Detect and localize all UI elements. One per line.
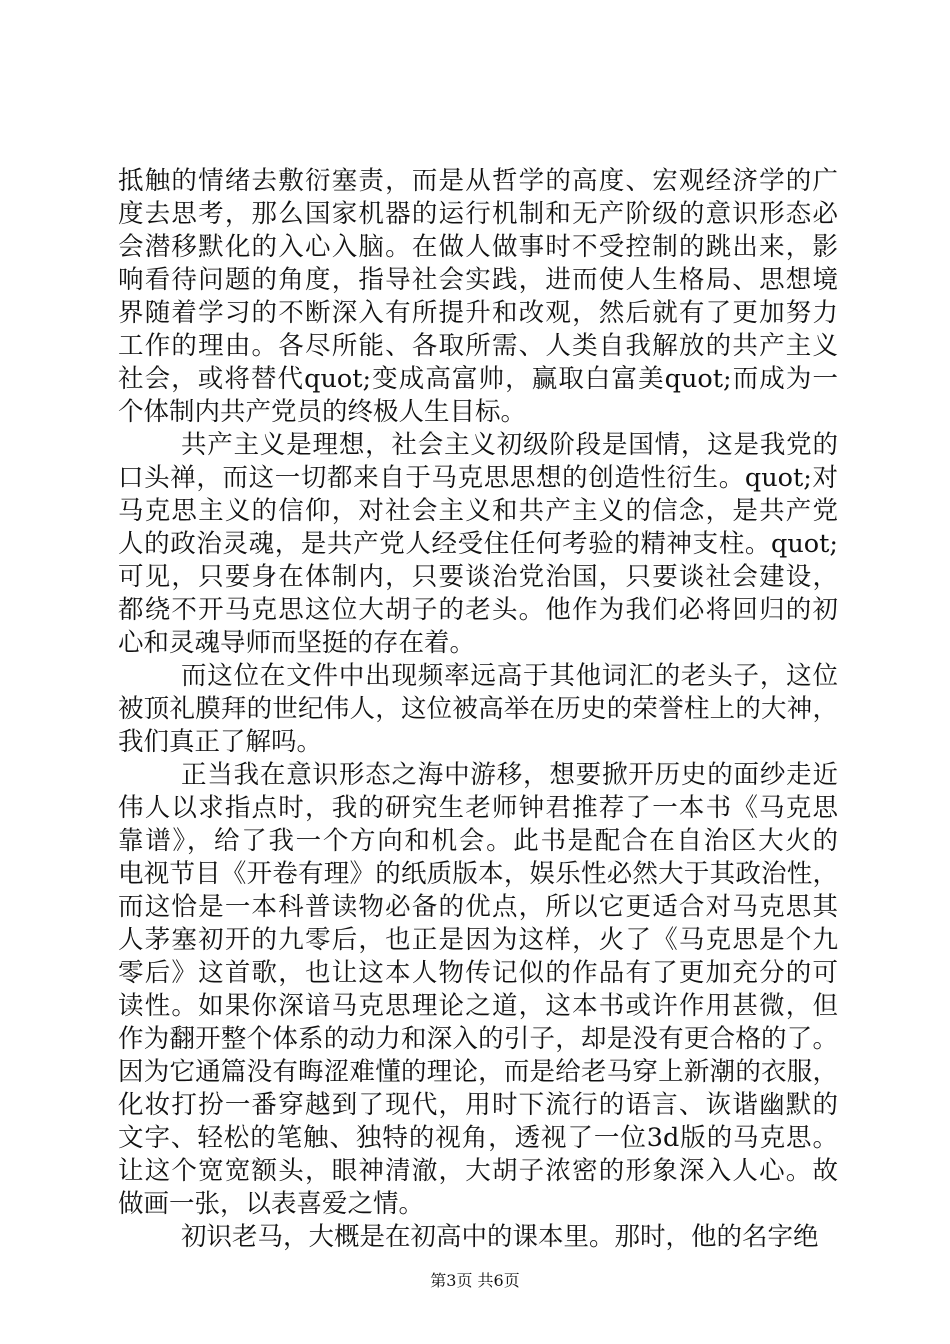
text-line: 可见，只要身在体制内，只要谈治党治国，只要谈社会建设， [118, 562, 838, 592]
text-line: 响看待问题的角度，指导社会实践，进而使人生格局、思想境 [118, 265, 838, 295]
text-line: 人的政治灵魂，是共产党人经受住任何考验的精神支柱。quot; [118, 529, 838, 559]
page-number-footer: 第3页 共6页 [430, 1271, 520, 1290]
text-line: 让这个宽宽额头，眼神清澈，大胡子浓密的形象深入人心。故 [118, 1156, 838, 1186]
text-line: 被顶礼膜拜的世纪伟人，这位被高举在历史的荣誉柱上的大神， [118, 694, 838, 724]
text-line: 零后》这首歌，也让这本人物传记似的作品有了更加充分的可 [118, 958, 838, 988]
text-line: 度去思考，那么国家机器的运行机制和无产阶级的意识形态必 [118, 199, 838, 229]
text-line: 作为翻开整个体系的动力和深入的引子，却是没有更合格的了。 [118, 1024, 838, 1054]
text-line: 口头禅，而这一切都来自于马克思思想的创造性衍生。quot;对 [118, 463, 838, 493]
text-line: 人茅塞初开的九零后，也正是因为这样，火了《马克思是个九 [118, 925, 838, 955]
text-line: 电视节目《开卷有理》的纸质版本，娱乐性必然大于其政治性， [118, 859, 838, 889]
text-line: 工作的理由。各尽所能、各取所需、人类自我解放的共产主义 [118, 331, 838, 361]
text-line: 会潜移默化的入心入脑。在做人做事时不受控制的跳出来，影 [118, 232, 838, 262]
text-line: 初识老马，大概是在初高中的课本里。那时，他的名字绝 [181, 1222, 819, 1252]
text-line: 而这恰是一本科普读物必备的优点，所以它更适合对马克思其 [118, 892, 838, 922]
text-line: 我们真正了解吗。 [118, 727, 323, 757]
text-line: 共产主义是理想，社会主义初级阶段是国情，这是我党的 [181, 430, 838, 460]
text-line: 化妆打扮一番穿越到了现代，用时下流行的语言、诙谐幽默的 [118, 1090, 838, 1120]
text-line: 社会，或将替代quot;变成高富帅，赢取白富美quot;而成为一 [118, 364, 838, 394]
text-line: 文字、轻松的笔触、独特的视角，透视了一位3d版的马克思。 [118, 1123, 838, 1153]
text-line: 因为它通篇没有晦涩难懂的理论，而是给老马穿上新潮的衣服， [118, 1057, 838, 1087]
text-line: 正当我在意识形态之海中游移，想要掀开历史的面纱走近 [181, 760, 838, 790]
text-line: 马克思主义的信仰，对社会主义和共产主义的信念，是共产党 [118, 496, 838, 526]
text-line: 都绕不开马克思这位大胡子的老头。他作为我们必将回归的初 [118, 595, 838, 625]
text-line: 而这位在文件中出现频率远高于其他词汇的老头子，这位 [181, 661, 838, 691]
text-line: 靠谱》，给了我一个方向和机会。此书是配合在自治区大火的 [118, 826, 838, 856]
text-line: 做画一张，以表喜爱之情。 [118, 1189, 425, 1219]
text-line: 界随着学习的不断深入有所提升和改观，然后就有了更加努力 [118, 298, 838, 328]
text-line: 读性。如果你深谙马克思理论之道，这本书或许作用甚微，但 [118, 991, 838, 1021]
text-line: 个体制内共产党员的终极人生目标。 [118, 397, 527, 427]
text-line: 抵触的情绪去敷衍塞责，而是从哲学的高度、宏观经济学的广 [118, 166, 838, 196]
text-line: 心和灵魂导师而坚挺的存在着。 [118, 628, 476, 658]
text-line: 伟人以求指点时，我的研究生老师钟君推荐了一本书《马克思 [118, 793, 838, 823]
